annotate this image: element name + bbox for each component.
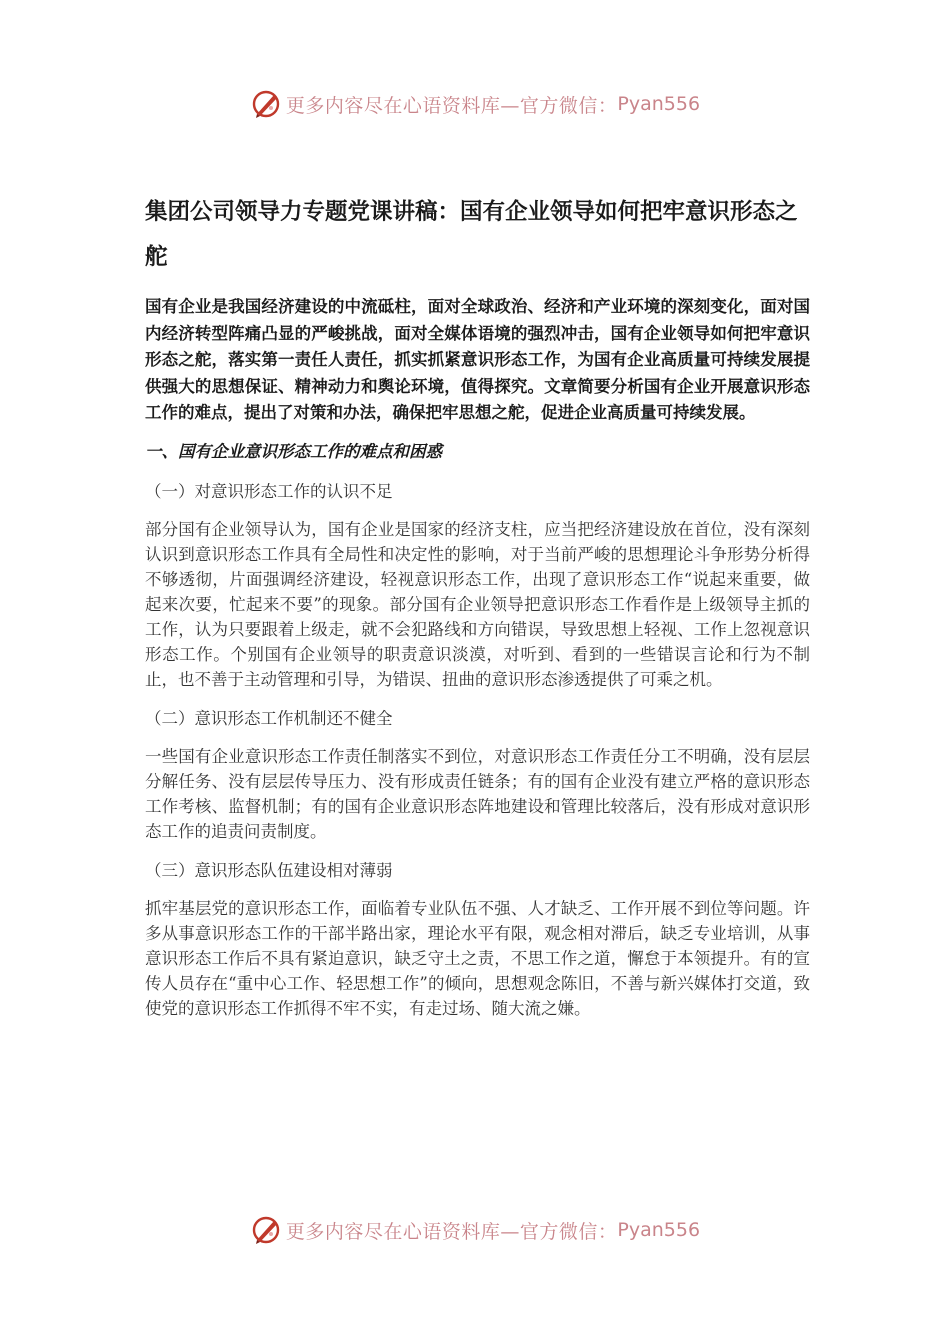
- subsection-2-heading: （二）意识形态工作机制还不健全: [145, 708, 393, 728]
- subsection-2-paragraph: 一些国有企业意识形态工作责任制落实不到位，对意识形态工作责任分工不明确，没有层层分解任务、没有层层传导压力、没有形成责任链条；有的国有企业没有建立严格的意识形态工作考核、监督机制；有的国有企业意识形态阵地建设和管理比较落后，没有形成对意识形态工作的追责问责制度。: [145, 746, 810, 841]
- footer-watermark: [0, 1210, 950, 1250]
- watermark-handle: Pyan556: [617, 1219, 701, 1241]
- subsection-1-heading: （一）对意识形态工作的认识不足: [145, 481, 393, 501]
- pen-circle-logo-icon: [250, 1214, 282, 1246]
- document-body: [145, 190, 810, 1035]
- document-title: 集团公司领导力专题党课讲稿：国有企业领导如何把牢意识形态之舵: [145, 199, 798, 270]
- watermark-text: 更多内容尽在心语资料库—官方微信：: [285, 94, 618, 117]
- document-abstract: 国有企业是我国经济建设的中流砥柱，面对全球政治、经济和产业环境的深刻变化，面对国内经济转型阵痛凸显的严峻挑战，面对全媒体语境的强烈冲击，国有企业领导如何把牢意识形态之舵，落实第一责任人责任，抓实抓紧意识形态工作，为国有企业高质量可持续发展提供强大的思想保证、精神动力和舆论环境，值得探究。文章简要分析国有企业开展意识形态工作的难点，提出了对策和办法，确保把牢思想之舵，促进企业高质量可持续发展。: [145, 297, 810, 422]
- pen-circle-logo-icon: [250, 88, 282, 120]
- header-watermark: [0, 84, 950, 124]
- subsection-3-paragraph: 抓牢基层党的意识形态工作，面临着专业队伍不强、人才缺乏、工作开展不到位等问题。许多从事意识形态工作的干部半路出家，理论水平有限，观念相对滞后，缺乏专业培训，从事意识形态工作后不具有紧迫意识，缺乏守土之责，不思工作之道，懈怠于本领提升。有的宣传人员存在“重中心工作、轻思想工作”的倾向，思想观念陈旧，不善与新兴媒体打交道，致使党的意识形态工作抓得不牢不实，有走过场、随大流之嫌。: [145, 898, 810, 1018]
- subsection-1-paragraph: 部分国有企业领导认为，国有企业是国家的经济支柱，应当把经济建设放在首位，没有深刻认识到意识形态工作具有全局性和决定性的影响，对于当前严峻的思想理论斗争形势分析得不够透彻，片面强调经济建设，轻视意识形态工作，出现了意识形态工作“说起来重要，做起来次要，忙起来不要”的现象。部分国有企业领导把意识形态工作看作是上级领导主抓的工作，认为只要跟着上级走，就不会犯路线和方向错误，导致思想上轻视、工作上忽视意识形态工作。个别国有企业领导的职责意识淡漠，对听到、看到的一些错误言论和行为不制止，也不善于主动管理和引导，为错误、扭曲的意识形态渗透提供了可乘之机。: [145, 519, 810, 689]
- watermark-handle: Pyan556: [617, 93, 701, 115]
- watermark-text: 更多内容尽在心语资料库—官方微信：: [285, 1220, 618, 1243]
- section-1-heading: 一、国有企业意识形态工作的难点和困惑: [145, 441, 442, 461]
- subsection-3-heading: （三）意识形态队伍建设相对薄弱: [145, 860, 393, 880]
